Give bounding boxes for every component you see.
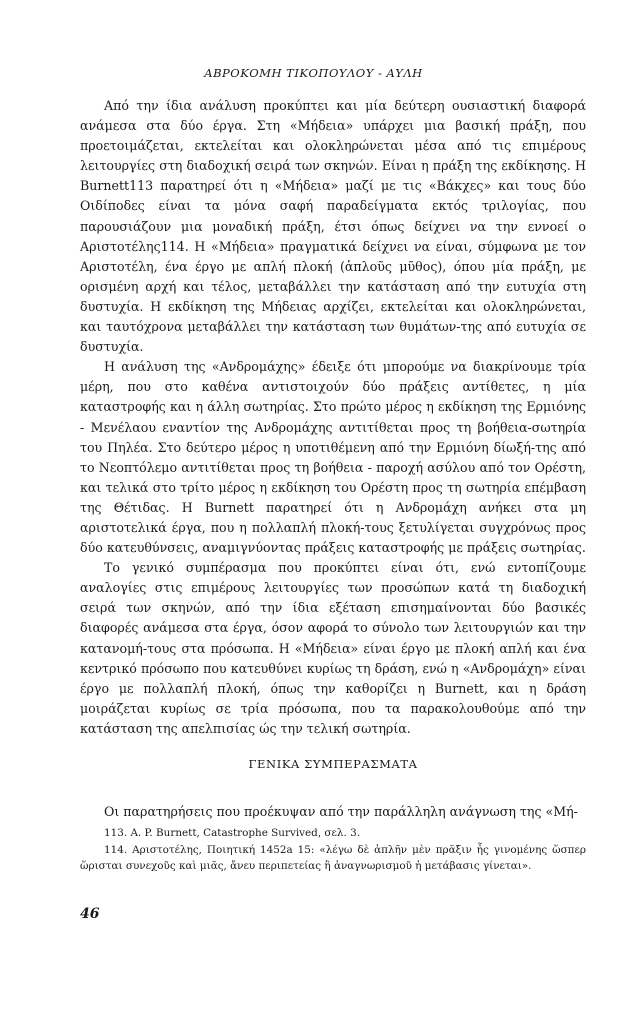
footnote-114: 114. Αριστοτέλης, Ποιητική 1452a 15: «λέγω δὲ ἁπλῆν μὲν πρᾶξιν ἧς γινομένης ὥσπερ ὥρισται συνεχοῦς καὶ μιᾶς, ἄνευ περιπετείας ἢ ἀναγνωρισμοῦ ἡ μετάβασις γίνεται». [80,843,586,872]
paragraph-2: Η ανάλυση της «Ανδρομάχης» έδειξε ότι μπορούμε να διακρίνουμε τρία μέρη, που στο καθένα αντιστοιχούν δύο πράξεις αντίθετες, η μία καταστροφής και η άλλη σωτηρίας. Στο πρώτο μέρος η εκδίκηση της Ερμιόνης - Μενέλαου εναντίον της Ανδρομάχης αντιτίθεται προς τη βοήθεια-σωτηρία του Πηλέα. Στο δεύτερο μέρος η υποτιθέμενη από την Ερμιόνη δίωξή-της από το Νεοπτόλεμο αντιτίθεται προς τη βοήθεια - παροχή ασύλου από τον Ορέστη, και τελικά στο τρίτο μέρος η εκδίκηση του Ορέστη προς τη σωτηρία επέμβαση της Θέτιδας. Η Burnett παρατηρεί ότι η Ανδρομάχη ανήκει στα μη αριστοτελικά έργα, που η πολλαπλή πλοκή-τους ξετυλίγεται συγχρόνως προς δύο κατευθύνσεις, αναμιγνύοντας πράξεις καταστροφής με πράξεις σωτηρίας. [80,359,586,556]
page-number: 46 [80,906,100,922]
running-head: ΑΒΡΟΚΟΜΗ ΤΙΚΟΠΟΥΛΟΥ - ΑΥΛΗ [204,66,423,80]
footnote-113: 113. A. P. Burnett, Catastrophe Survived, σελ. 3. [104,827,360,839]
footnotes [80,825,586,875]
section-heading: ΓΕΝΙΚΑ ΣΥΜΠΕΡΑΣΜΑΤΑ [248,757,418,771]
paragraph-1: Από την ίδια ανάλυση προκύπτει και μία δεύτερη ουσιαστική διαφορά ανάμεσα στα δύο έργα. Στη «Μήδεια» υπάρχει μια βασική πράξη, που προετοιμάζεται, εκτελείται και ολοκληρώνεται μέσα από τις επιμέρους λειτουργίες στη διαδοχική σειρά των σκηνών. Είναι η πράξη της εκδίκησης. Η Burnett113 παρατηρεί ότι η «Μήδεια» μαζί με τις «Βάκχες» και τους δύο Οιδίποδες είναι τα μόνα σαφή παραδείγματα εκτός τριλογίας, που παρουσιάζουν μια μοναδική πράξη, έτσι όπως δείχνει να την εννοεί ο Αριστοτέλης114. Η «Μήδεια» πραγματικά δείχνει να είναι, σύμφωνα με τον Αριστοτέλη, ένα έργο με απλή πλοκή (ἁπλοῦς μῦθος), όπου μία πράξη, με ορισμένη αρχή και τέλος, μεταβάλλει την κατάσταση από την ευτυχία στη δυστυχία. Η εκδίκηση της Μήδειας αρχίζει, εκτελείται και ολοκληρώνεται, και ταυτόχρονα μεταβάλλει την κατάσταση των θυμάτων-της από ευτυχία σε δυστυχία. [80,98,586,355]
paragraph-3: Το γενικό συμπέρασμα που προκύπτει είναι ότι, ενώ εντοπίζουμε αναλογίες στις επιμέρους λειτουργίες των προσώπων κατά τη διαδοχική σειρά των σκηνών, από την ίδια εξέταση επισημαίνονται δύο βασικές διαφορές ανάμεσα στα έργα, όσον αφορά το σύνολο των λειτουργιών και την κατανομή-τους στα πρόσωπα. Η «Μήδεια» είναι έργο με πλοκή απλή και ένα κεντρικό πρόσωπο που κατευθύνει κυρίως τη δράση, ενώ η «Ανδρομάχη» είναι έργο με πολλαπλή πλοκή, όπως την καθορίζει η Burnett, και η δράση μοιράζεται κυρίως σε τρία πρόσωπα, που τα παρακολουθούμε από την κατάσταση της απελπισίας ώς την τελική σωτηρία. [80,560,586,736]
body-text [80,96,586,739]
post-heading-paragraph: Οι παρατηρήσεις που προέκυψαν από την παράλληλη ανάγνωση της «Μή- [104,803,578,819]
